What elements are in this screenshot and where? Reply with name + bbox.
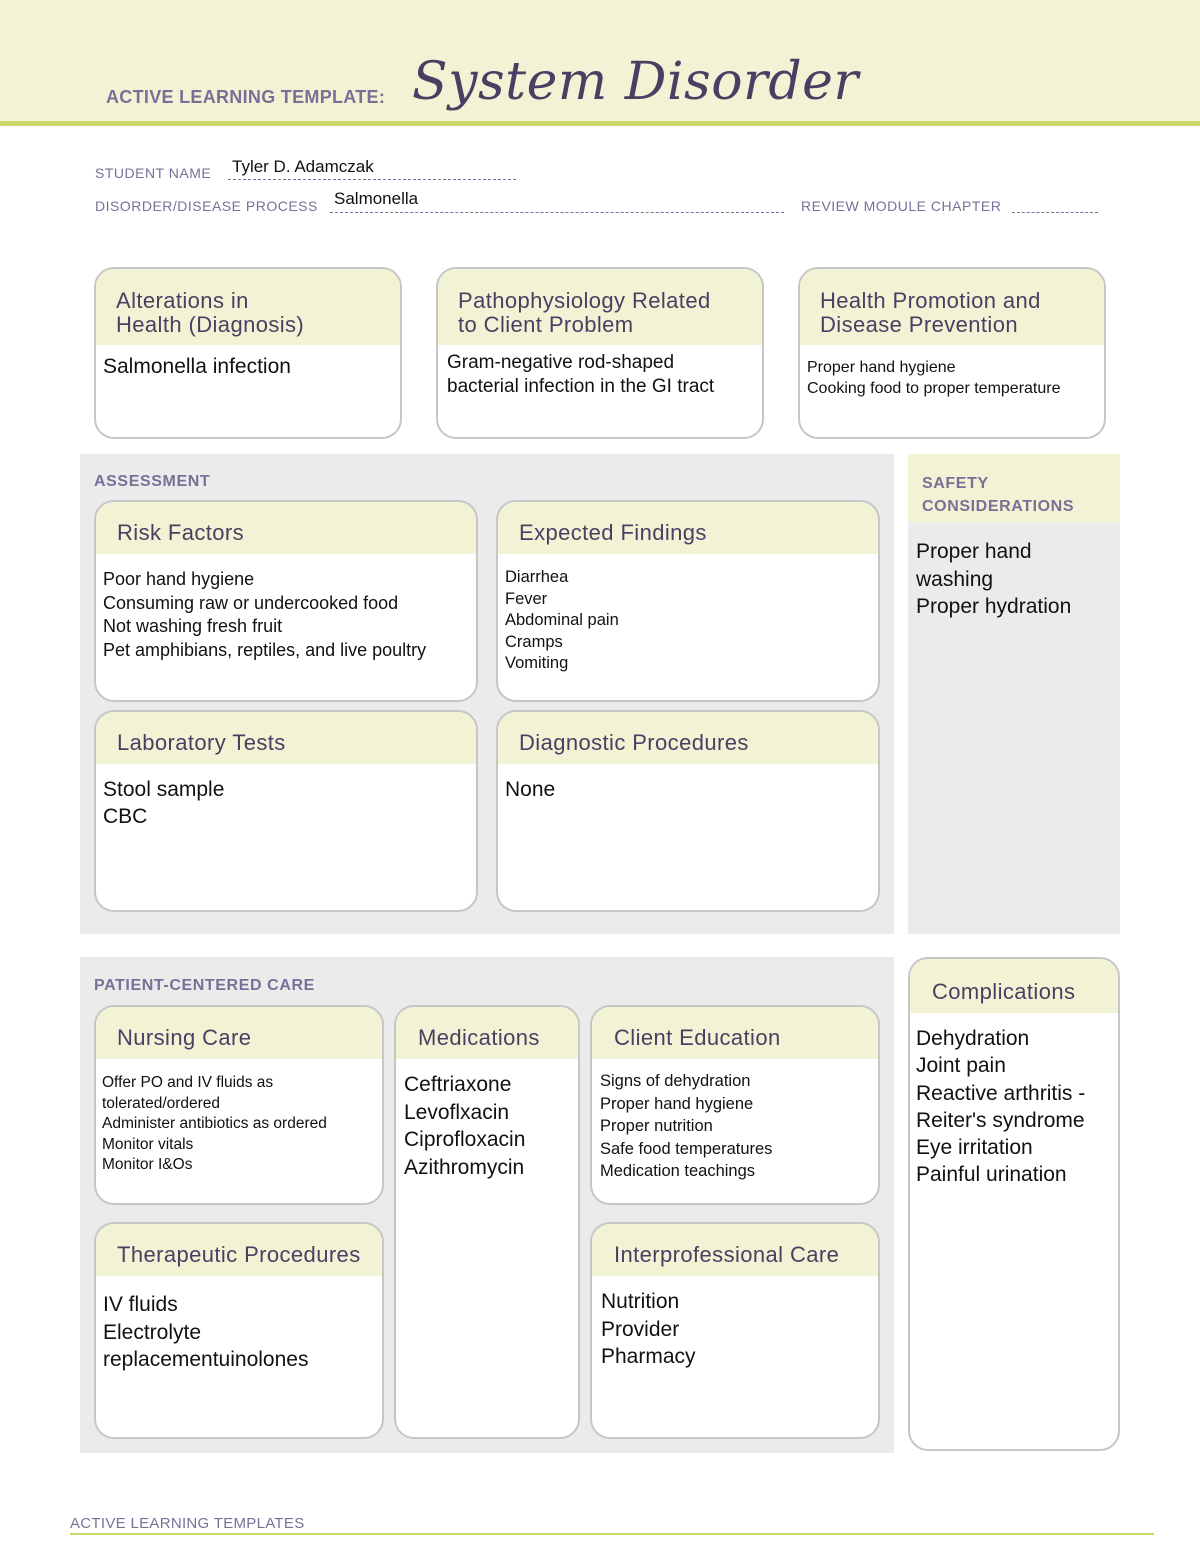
patient-centered-care-label: PATIENT-CENTERED CARE (94, 977, 315, 994)
health-promotion-text[interactable]: Proper hand hygiene Cooking food to proper temperature (807, 359, 1061, 397)
disorder-label: DISORDER/DISEASE PROCESS (95, 198, 318, 214)
alterations-text[interactable]: Salmonella infection (103, 355, 291, 378)
medications-title: Medications (396, 1007, 578, 1059)
laboratory-tests-box (94, 710, 478, 912)
pathophysiology-title: Pathophysiology Related to Client Problem (438, 269, 762, 345)
risk-factors-box (94, 500, 478, 702)
template-title: System Disorder (412, 52, 859, 112)
safety-text[interactable]: Proper hand washing Proper hydration (916, 540, 1072, 618)
footer-label: ACTIVE LEARNING TEMPLATES (70, 1515, 305, 1532)
template-label: ACTIVE LEARNING TEMPLATE: (106, 87, 386, 107)
diagnostic-procedures-text[interactable]: None (505, 778, 556, 801)
interprofessional-care-text[interactable]: Nutrition Provider Pharmacy (601, 1290, 696, 1368)
pathophysiology-text[interactable]: Gram-negative rod-shaped bacterial infection in the GI tract (447, 352, 715, 397)
risk-factors-text[interactable]: Poor hand hygiene Consuming raw or undercooked food Not washing fresh fruit Pet amphibians, reptiles, and live poultry (103, 569, 427, 660)
review-module-field[interactable] (1012, 211, 1098, 213)
client-education-box (590, 1005, 880, 1205)
alterations-box (94, 267, 402, 439)
disorder-field[interactable]: Salmonella (334, 189, 419, 208)
client-education-text[interactable]: Signs of dehydration Proper hand hygiene Proper nutrition Safe food temperatures Medication teachings (600, 1072, 773, 1180)
client-education-title: Client Education (592, 1007, 878, 1059)
pathophysiology-box (436, 267, 764, 439)
student-name-line (228, 178, 516, 180)
interprofessional-care-title: Interprofessional Care (592, 1224, 878, 1276)
complications-box (908, 957, 1120, 1451)
assessment-label: ASSESSMENT (94, 473, 211, 490)
disorder-line (330, 211, 784, 213)
complications-text[interactable]: Dehydration Joint pain Reactive arthritis - Reiter's syndrome Eye irritation Painful urination (916, 1027, 1086, 1187)
therapeutic-procedures-box (94, 1222, 384, 1439)
nursing-care-box (94, 1005, 384, 1205)
alterations-title: Alterations in Health (Diagnosis) (96, 269, 400, 345)
diagnostic-procedures-title: Diagnostic Procedures (498, 712, 878, 764)
expected-findings-box (496, 500, 880, 702)
nursing-care-title: Nursing Care (96, 1007, 382, 1059)
safety-panel (908, 454, 1120, 934)
nursing-care-text[interactable]: Offer PO and IV fluids as tolerated/ordered Administer antibiotics as ordered Monitor vitals Monitor I&Os (102, 1074, 327, 1173)
student-name-field[interactable]: Tyler D. Adamczak (232, 157, 374, 176)
laboratory-tests-title: Laboratory Tests (96, 712, 476, 764)
diagnostic-procedures-box (496, 710, 880, 912)
expected-findings-title: Expected Findings (498, 502, 878, 554)
health-promotion-title: Health Promotion and Disease Prevention (800, 269, 1104, 345)
header-divider (0, 121, 1200, 126)
review-module-label: REVIEW MODULE CHAPTER (801, 198, 1002, 214)
student-name-label: STUDENT NAME (95, 165, 212, 181)
expected-findings-text[interactable]: Diarrhea Fever Abdominal pain Cramps Vomiting (505, 568, 619, 672)
medications-text[interactable]: Ceftriaxone Levoflxacin Ciprofloxacin Azithromycin (404, 1073, 526, 1179)
health-promotion-box (798, 267, 1106, 439)
safety-title: SAFETY CONSIDERATIONS (922, 475, 1075, 515)
interprofessional-care-box (590, 1222, 880, 1439)
footer-divider (70, 1533, 1154, 1535)
medications-box (394, 1005, 580, 1439)
laboratory-tests-text[interactable]: Stool sample CBC (103, 778, 225, 828)
therapeutic-procedures-text[interactable]: IV fluids Electrolyte replacementuinolones (103, 1293, 309, 1371)
therapeutic-procedures-title: Therapeutic Procedures (96, 1224, 382, 1276)
complications-title: Complications (910, 959, 1118, 1013)
risk-factors-title: Risk Factors (96, 502, 476, 554)
